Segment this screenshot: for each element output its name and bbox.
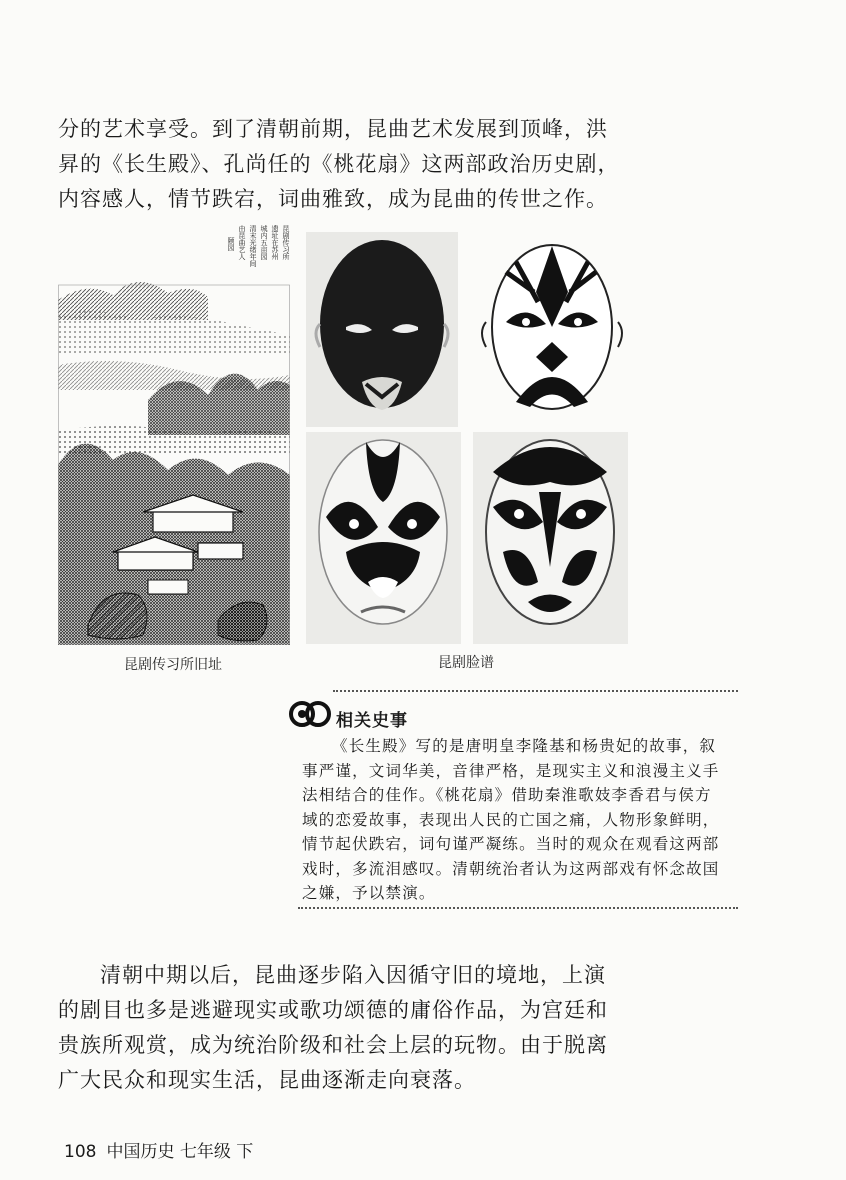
landscape-drawing: [58, 225, 290, 645]
text-line: 的剧目也多是逃避现实或歌功颂德的庸俗作品，为宫廷和: [58, 998, 608, 1022]
sidebar-title: 相关史事: [336, 711, 408, 731]
opera-masks-drawing: [306, 232, 628, 644]
mask-black-face: [306, 232, 458, 427]
related-history-box: [288, 690, 738, 910]
sidebar-line: 之嫌，予以禁演。: [302, 884, 436, 902]
text-line: 分的艺术享受。到了清朝前期，昆曲艺术发展到顶峰，洪: [58, 117, 608, 141]
sidebar-body: [302, 734, 738, 906]
inscription-column: 城内五亩园: [260, 225, 268, 260]
text-line: 内容感人，情节跌宕，词曲雅致，成为昆曲的传世之作。: [58, 187, 608, 211]
inscription-column: 由昆曲艺人: [238, 225, 246, 260]
text-line: 清朝中期以后，昆曲逐步陷入因循守旧的境地，上演: [100, 963, 606, 987]
history-loop-icon: [288, 696, 332, 732]
book-title: 中国历史 七年级 下: [106, 1142, 254, 1162]
mask-patterned-face-1: [476, 232, 628, 427]
decline-paragraph: [58, 958, 608, 1098]
inscription-signature: 颐园: [227, 237, 235, 251]
inscription: [196, 225, 290, 283]
sidebar-line: 情节起伏跌宕，词句谨严凝练。当时的观众在观看这两部: [302, 835, 720, 853]
sidebar-line: 法相结合的佳作。《桃花扇》借助秦淮歌妓李香君与侯方: [302, 786, 712, 804]
inscription-column: 清末光绪年间: [249, 225, 257, 267]
text-line: 贵族所观赏，成为统治阶级和社会上层的玩物。由于脱离: [58, 1033, 608, 1057]
sidebar-line: 《长生殿》写的是唐明皇李隆基和杨贵妃的故事，叙: [332, 737, 717, 755]
sidebar-line: 戏时，多流泪感叹。清朝统治者认为这两部戏有怀念故国: [302, 859, 720, 878]
bottom-divider: [298, 907, 738, 909]
mask-patterned-face-3: [473, 432, 628, 644]
page-footer: [64, 1137, 253, 1162]
text-line: 广大民众和现实生活，昆曲逐渐走向衰落。: [58, 1068, 476, 1092]
inscription-column: 遗址在苏州: [271, 225, 279, 260]
top-divider: [333, 690, 738, 692]
sidebar-line: 事严谨，文词华美，音律严格，是现实主义和浪漫主义手: [302, 761, 720, 780]
sidebar-line: 域的恋爱故事，表现出人民的亡国之痛，人物形象鲜明，: [302, 810, 720, 829]
mask-patterned-face-2: [306, 432, 461, 644]
right-figure-caption: 昆剧脸谱: [438, 655, 494, 671]
inscription-column: 昆剧传习所: [282, 225, 290, 260]
text-line: 昇的《长生殿》、孔尚任的《桃花扇》这两部政治历史剧，: [58, 152, 620, 176]
kunqu-school-site-image: [58, 225, 290, 645]
kunqu-masks-image: [306, 232, 628, 644]
intro-paragraph: [58, 112, 620, 217]
page-number: 108: [64, 1142, 97, 1162]
left-figure-caption: 昆剧传习所旧址: [124, 657, 222, 673]
